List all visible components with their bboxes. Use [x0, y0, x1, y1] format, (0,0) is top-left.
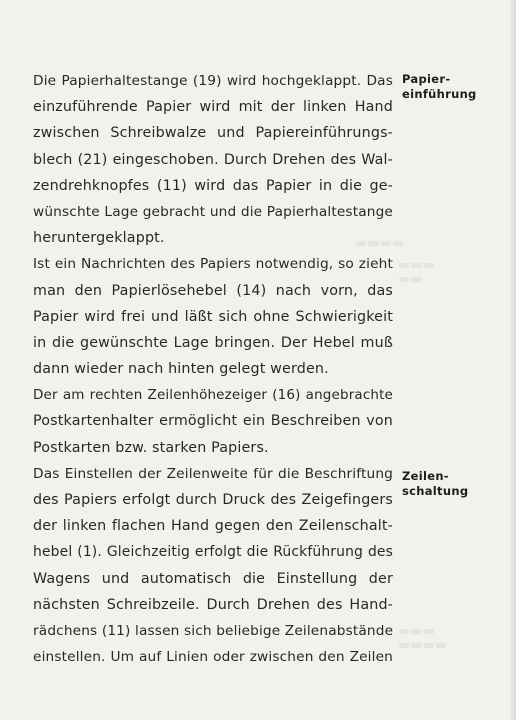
- body-text-line: blech (21) eingeschoben. Durch Drehen des Wal-: [33, 151, 393, 168]
- body-text-line: Das Einstellen der Zeilenweite für die Beschriftung: [33, 465, 393, 482]
- show-through-mark: ▬▬▬▬: [398, 638, 448, 653]
- body-text-line: Ist ein Nachrichten des Papiers notwendig, so zieht: [33, 256, 393, 273]
- body-text-line: in die gewünschte Lage bringen. Der Hebel muß: [33, 334, 393, 351]
- body-text-line: Postkartenhalter ermöglicht ein Beschreiben von: [33, 413, 393, 430]
- body-text-line: Postkarten bzw. starken Papiers.: [33, 439, 269, 456]
- body-text-line: Die Papierhaltestange (19) wird hochgeklappt. Das: [33, 73, 393, 89]
- body-text-line: Der am rechten Zeilenhöhezeiger (16) angebrachte: [33, 387, 393, 404]
- body-text-line: Wagens und automatisch die Einstellung der: [33, 570, 393, 587]
- body-text-line: man den Papierlösehebel (14) nach vorn, das: [33, 282, 393, 299]
- body-text-line: heruntergeklappt.: [33, 230, 165, 247]
- body-text-line: wünschte Lage gebracht und die Papierhaltestange: [33, 203, 393, 220]
- body-text-line: dann wieder nach hinten gelegt werden.: [33, 361, 329, 378]
- show-through-mark: ▬▬▬▬: [355, 236, 405, 251]
- margin-heading-line: Papier-: [402, 72, 451, 86]
- margin-heading-papiereinfuehrung: [402, 72, 502, 102]
- body-text-line: des Papiers erfolgt durch Druck des Zeigefingers: [33, 492, 393, 508]
- body-text-column: [33, 68, 393, 670]
- margin-heading-line: Zeilen-: [402, 469, 449, 483]
- body-text-line: einzuführende Papier wird mit der linken Hand: [33, 99, 393, 116]
- show-through-mark: ▬▬▬: [398, 258, 435, 273]
- body-text-line: einstellen. Um auf Linien oder zwischen den Zeilen: [33, 649, 393, 666]
- margin-heading-line: einführung: [402, 87, 477, 101]
- body-text-line: der linken flachen Hand gegen den Zeilenschalt-: [33, 518, 393, 535]
- body-text-line: nächsten Schreibzeile. Durch Drehen des Hand-: [33, 596, 393, 613]
- body-text-line: Papier wird frei und läßt sich ohne Schwierigkeit: [33, 308, 393, 325]
- page-edge: [510, 0, 516, 720]
- margin-heading-zeilenschaltung: [402, 469, 502, 499]
- body-text-line: zwischen Schreibwalze und Papiereinführungs-: [33, 125, 393, 142]
- body-text-line: hebel (1). Gleichzeitig erfolgt die Rückführung des: [33, 544, 393, 561]
- body-text-line: zendrehknopfes (11) wird das Papier in die ge-: [33, 177, 393, 194]
- show-through-mark: ▬▬: [398, 272, 423, 287]
- show-through-mark: ▬▬▬: [398, 624, 435, 639]
- body-text-line: rädchens (11) lassen sich beliebige Zeilenabstände: [33, 622, 393, 639]
- margin-heading-line: schaltung: [402, 484, 469, 498]
